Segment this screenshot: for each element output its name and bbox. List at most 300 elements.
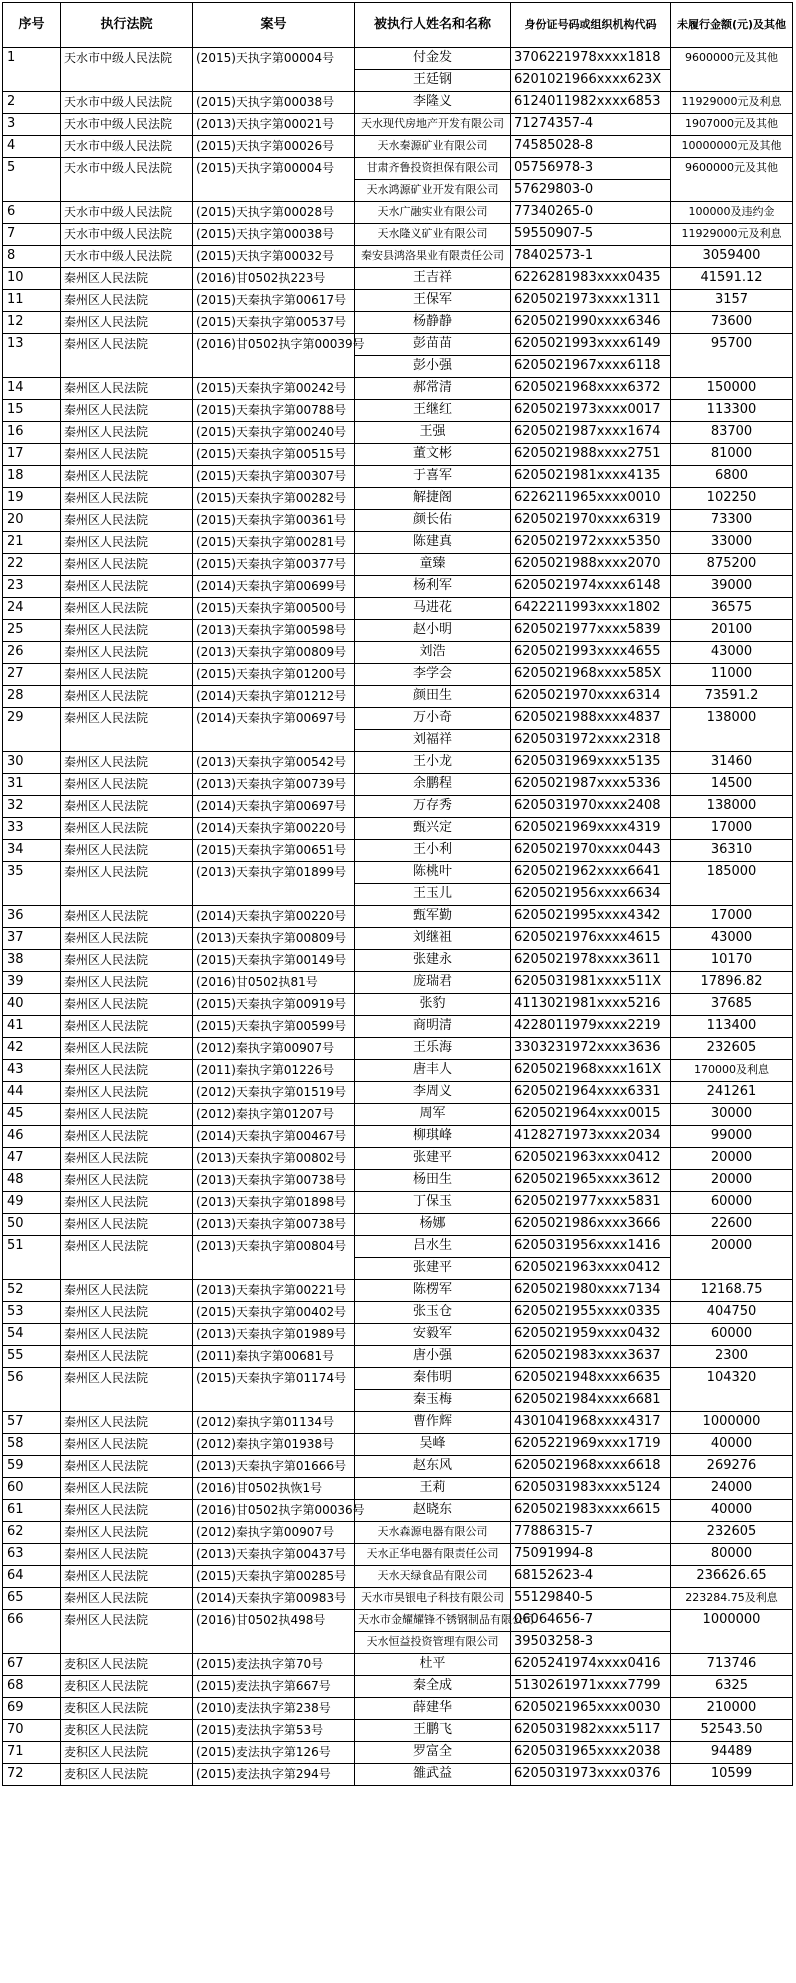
cell-court: 麦积区人民法院 <box>61 1742 193 1764</box>
cell-party-name: 张建永 <box>355 950 511 972</box>
cell-case: (2013)天秦执字第01666号 <box>193 1456 355 1478</box>
cell-case: (2013)天秦执字第00804号 <box>193 1236 355 1280</box>
table-row <box>3 1368 793 1390</box>
cell-amount: 80000 <box>671 1544 793 1566</box>
cell-court: 秦州区人民法院 <box>61 488 193 510</box>
cell-party-name: 刘浩 <box>355 642 511 664</box>
cell-party-id: 55129840-5 <box>511 1588 671 1610</box>
cell-amount: 39000 <box>671 576 793 598</box>
cell-seq: 31 <box>3 774 61 796</box>
cell-seq: 27 <box>3 664 61 686</box>
cell-court: 天水市中级人民法院 <box>61 92 193 114</box>
cell-party-id: 6205021968xxxx161X <box>511 1060 671 1082</box>
table-row <box>3 1544 793 1566</box>
cell-case: (2012)秦执字第01207号 <box>193 1104 355 1126</box>
cell-party-id: 6205031956xxxx1416 <box>511 1236 671 1258</box>
cell-seq: 8 <box>3 246 61 268</box>
cell-case: (2012)秦执字第01134号 <box>193 1412 355 1434</box>
cell-party-name: 丁保玉 <box>355 1192 511 1214</box>
cell-seq: 59 <box>3 1456 61 1478</box>
cell-party-name: 吕水生 <box>355 1236 511 1258</box>
cell-case: (2015)天秦执字第00285号 <box>193 1566 355 1588</box>
cell-seq: 6 <box>3 202 61 224</box>
table-row <box>3 840 793 862</box>
table-row <box>3 1324 793 1346</box>
cell-party-name: 万小奇 <box>355 708 511 730</box>
cell-seq: 12 <box>3 312 61 334</box>
cell-seq: 21 <box>3 532 61 554</box>
cell-amount: 22600 <box>671 1214 793 1236</box>
cell-party-id: 6205021988xxxx2070 <box>511 554 671 576</box>
cell-court: 秦州区人民法院 <box>61 972 193 994</box>
cell-party-id: 6205021963xxxx0412 <box>511 1258 671 1280</box>
cell-court: 秦州区人民法院 <box>61 510 193 532</box>
cell-case: (2015)天执字第00038号 <box>193 92 355 114</box>
cell-party-id: 6205031969xxxx5135 <box>511 752 671 774</box>
cell-party-name: 天水广融实业有限公司 <box>355 202 511 224</box>
cell-seq: 39 <box>3 972 61 994</box>
cell-party-id: 68152623-4 <box>511 1566 671 1588</box>
cell-seq: 69 <box>3 1698 61 1720</box>
cell-party-id: 75091994-8 <box>511 1544 671 1566</box>
cell-court: 秦州区人民法院 <box>61 774 193 796</box>
cell-court: 秦州区人民法院 <box>61 1566 193 1588</box>
cell-amount: 6800 <box>671 466 793 488</box>
cell-party-id: 6422211993xxxx1802 <box>511 598 671 620</box>
cell-party-id: 77340265-0 <box>511 202 671 224</box>
cell-amount: 99000 <box>671 1126 793 1148</box>
cell-party-id: 6205021970xxxx0443 <box>511 840 671 862</box>
cell-case: (2014)天秦执字第00467号 <box>193 1126 355 1148</box>
cell-party-id: 6205021980xxxx7134 <box>511 1280 671 1302</box>
cell-seq: 24 <box>3 598 61 620</box>
cell-party-name: 于喜军 <box>355 466 511 488</box>
cell-case: (2016)甘0502执字第00036号 <box>193 1500 355 1522</box>
cell-court: 秦州区人民法院 <box>61 1544 193 1566</box>
cell-court: 秦州区人民法院 <box>61 1016 193 1038</box>
cell-party-id: 6205021962xxxx6641 <box>511 862 671 884</box>
cell-court: 秦州区人民法院 <box>61 1324 193 1346</box>
cell-seq: 14 <box>3 378 61 400</box>
cell-amount: 83700 <box>671 422 793 444</box>
cell-party-id: 6205021986xxxx3666 <box>511 1214 671 1236</box>
cell-amount: 81000 <box>671 444 793 466</box>
table-row <box>3 1148 793 1170</box>
cell-party-name: 甄兴定 <box>355 818 511 840</box>
cell-party-id: 6205021968xxxx6618 <box>511 1456 671 1478</box>
cell-party-name: 天水隆义矿业有限公司 <box>355 224 511 246</box>
cell-amount: 43000 <box>671 642 793 664</box>
cell-case: (2013)天秦执字第00738号 <box>193 1214 355 1236</box>
cell-court: 秦州区人民法院 <box>61 906 193 928</box>
cell-amount: 210000 <box>671 1698 793 1720</box>
cell-amount: 36575 <box>671 598 793 620</box>
cell-amount: 40000 <box>671 1500 793 1522</box>
cell-amount: 113300 <box>671 400 793 422</box>
cell-party-name: 唐丰人 <box>355 1060 511 1082</box>
cell-court: 秦州区人民法院 <box>61 1170 193 1192</box>
table-row <box>3 862 793 884</box>
cell-court: 秦州区人民法院 <box>61 1302 193 1324</box>
cell-case: (2013)天秦执字第00221号 <box>193 1280 355 1302</box>
cell-case: (2015)天执字第00004号 <box>193 48 355 92</box>
cell-party-name: 王鹏飞 <box>355 1720 511 1742</box>
cell-amount: 11000 <box>671 664 793 686</box>
table-row <box>3 136 793 158</box>
cell-party-name: 郝常清 <box>355 378 511 400</box>
table-row <box>3 158 793 180</box>
cell-case: (2015)天执字第00004号 <box>193 158 355 202</box>
cell-amount: 1907000元及其他 <box>671 114 793 136</box>
table-row <box>3 1588 793 1610</box>
cell-party-id: 6205021984xxxx6681 <box>511 1390 671 1412</box>
cell-court: 秦州区人民法院 <box>61 928 193 950</box>
cell-amount: 1000000 <box>671 1610 793 1654</box>
cell-seq: 46 <box>3 1126 61 1148</box>
cell-party-id: 6205021977xxxx5831 <box>511 1192 671 1214</box>
cell-amount: 17000 <box>671 818 793 840</box>
cell-seq: 68 <box>3 1676 61 1698</box>
cell-party-id: 6201021966xxxx623X <box>511 70 671 92</box>
cell-seq: 28 <box>3 686 61 708</box>
cell-amount: 94489 <box>671 1742 793 1764</box>
cell-seq: 29 <box>3 708 61 752</box>
cell-court: 秦州区人民法院 <box>61 1104 193 1126</box>
cell-party-name: 柳琪峰 <box>355 1126 511 1148</box>
cell-seq: 64 <box>3 1566 61 1588</box>
cell-seq: 52 <box>3 1280 61 1302</box>
cell-party-name: 天水鸿源矿业开发有限公司 <box>355 180 511 202</box>
cell-amount: 236626.65 <box>671 1566 793 1588</box>
cell-seq: 33 <box>3 818 61 840</box>
cell-party-name: 王强 <box>355 422 511 444</box>
cell-court: 秦州区人民法院 <box>61 686 193 708</box>
table-row <box>3 1192 793 1214</box>
cell-party-name: 彭小强 <box>355 356 511 378</box>
cell-seq: 16 <box>3 422 61 444</box>
cell-case: (2015)天秦执字第00307号 <box>193 466 355 488</box>
table-row <box>3 334 793 356</box>
cell-party-id: 6205021965xxxx3612 <box>511 1170 671 1192</box>
table-row <box>3 466 793 488</box>
table-row <box>3 994 793 1016</box>
cell-party-id: 6205241974xxxx0416 <box>511 1654 671 1676</box>
cell-case: (2012)天秦执字第01519号 <box>193 1082 355 1104</box>
cell-case: (2015)天秦执字第01200号 <box>193 664 355 686</box>
cell-court: 秦州区人民法院 <box>61 312 193 334</box>
cell-court: 麦积区人民法院 <box>61 1764 193 1786</box>
cell-case: (2013)天秦执字第00542号 <box>193 752 355 774</box>
cell-party-name: 王乐海 <box>355 1038 511 1060</box>
table-row <box>3 1698 793 1720</box>
cell-party-name: 王吉祥 <box>355 268 511 290</box>
cell-court: 秦州区人民法院 <box>61 598 193 620</box>
cell-party-id: 6205021973xxxx0017 <box>511 400 671 422</box>
cell-amount: 138000 <box>671 796 793 818</box>
cell-amount: 20000 <box>671 1170 793 1192</box>
cell-party-name: 甘肃齐鲁投资担保有限公司 <box>355 158 511 180</box>
cell-party-name: 杨利军 <box>355 576 511 598</box>
cell-party-id: 6205021981xxxx4135 <box>511 466 671 488</box>
cell-case: (2016)甘0502执498号 <box>193 1610 355 1654</box>
cell-party-name: 秦玉梅 <box>355 1390 511 1412</box>
cell-case: (2013)天秦执字第01989号 <box>193 1324 355 1346</box>
cell-court: 秦州区人民法院 <box>61 1412 193 1434</box>
cell-seq: 71 <box>3 1742 61 1764</box>
table-row <box>3 92 793 114</box>
cell-party-id: 6205221969xxxx1719 <box>511 1434 671 1456</box>
cell-seq: 32 <box>3 796 61 818</box>
cell-amount: 138000 <box>671 708 793 752</box>
cell-case: (2013)天秦执字第01898号 <box>193 1192 355 1214</box>
cell-amount: 6325 <box>671 1676 793 1698</box>
cell-court: 秦州区人民法院 <box>61 818 193 840</box>
cell-seq: 11 <box>3 290 61 312</box>
cell-case: (2014)天秦执字第00697号 <box>193 796 355 818</box>
cell-party-name: 童臻 <box>355 554 511 576</box>
cell-amount: 40000 <box>671 1434 793 1456</box>
header-case: 案号 <box>193 3 355 48</box>
cell-party-id: 06064656-7 <box>511 1610 671 1632</box>
cell-party-id: 6226211965xxxx0010 <box>511 488 671 510</box>
cell-seq: 22 <box>3 554 61 576</box>
cell-party-id: 6205021990xxxx6346 <box>511 312 671 334</box>
cell-party-id: 6205021988xxxx4837 <box>511 708 671 730</box>
cell-amount: 14500 <box>671 774 793 796</box>
table-row <box>3 1500 793 1522</box>
cell-case: (2012)秦执字第00907号 <box>193 1522 355 1544</box>
cell-seq: 10 <box>3 268 61 290</box>
cell-party-name: 杜平 <box>355 1654 511 1676</box>
cell-case: (2011)秦执字第01226号 <box>193 1060 355 1082</box>
cell-court: 天水市中级人民法院 <box>61 246 193 268</box>
cell-amount: 43000 <box>671 928 793 950</box>
cell-party-name: 赵晓东 <box>355 1500 511 1522</box>
cell-party-id: 6205021967xxxx6118 <box>511 356 671 378</box>
cell-court: 秦州区人民法院 <box>61 1610 193 1654</box>
cell-seq: 66 <box>3 1610 61 1654</box>
cell-court: 秦州区人民法院 <box>61 1038 193 1060</box>
cell-party-id: 59550907-5 <box>511 224 671 246</box>
cell-party-id: 6205031973xxxx0376 <box>511 1764 671 1786</box>
cell-seq: 50 <box>3 1214 61 1236</box>
cell-party-name: 赵东风 <box>355 1456 511 1478</box>
cell-seq: 61 <box>3 1500 61 1522</box>
cell-court: 秦州区人民法院 <box>61 554 193 576</box>
cell-seq: 63 <box>3 1544 61 1566</box>
cell-party-id: 78402573-1 <box>511 246 671 268</box>
cell-amount: 30000 <box>671 1104 793 1126</box>
cell-court: 秦州区人民法院 <box>61 1500 193 1522</box>
table-row <box>3 1126 793 1148</box>
cell-seq: 36 <box>3 906 61 928</box>
cell-case: (2011)秦执字第00681号 <box>193 1346 355 1368</box>
table-row <box>3 1038 793 1060</box>
cell-amount: 875200 <box>671 554 793 576</box>
cell-party-id: 6205021993xxxx4655 <box>511 642 671 664</box>
cell-party-id: 6205021978xxxx3611 <box>511 950 671 972</box>
cell-party-name: 李学会 <box>355 664 511 686</box>
table-row <box>3 202 793 224</box>
cell-amount: 10170 <box>671 950 793 972</box>
table-row <box>3 1214 793 1236</box>
cell-court: 秦州区人民法院 <box>61 994 193 1016</box>
table-row <box>3 906 793 928</box>
cell-party-name: 天水恒益投资管理有限公司 <box>355 1632 511 1654</box>
cell-amount: 10000000元及其他 <box>671 136 793 158</box>
cell-amount: 232605 <box>671 1038 793 1060</box>
cell-court: 秦州区人民法院 <box>61 466 193 488</box>
cell-amount: 60000 <box>671 1192 793 1214</box>
cell-case: (2013)天秦执字第00802号 <box>193 1148 355 1170</box>
cell-amount: 12168.75 <box>671 1280 793 1302</box>
cell-party-name: 唐小强 <box>355 1346 511 1368</box>
cell-court: 秦州区人民法院 <box>61 1478 193 1500</box>
cell-party-id: 6205031982xxxx5117 <box>511 1720 671 1742</box>
cell-party-name: 曹作辉 <box>355 1412 511 1434</box>
cell-seq: 26 <box>3 642 61 664</box>
cell-case: (2014)天秦执字第00220号 <box>193 818 355 840</box>
cell-amount: 52543.50 <box>671 1720 793 1742</box>
cell-amount: 1000000 <box>671 1412 793 1434</box>
cell-amount: 223284.75及利息 <box>671 1588 793 1610</box>
cell-case: (2014)天秦执字第00220号 <box>193 906 355 928</box>
cell-party-id: 4113021981xxxx5216 <box>511 994 671 1016</box>
cell-amount: 41591.12 <box>671 268 793 290</box>
cell-party-name: 杨静静 <box>355 312 511 334</box>
cell-case: (2015)麦法执字第53号 <box>193 1720 355 1742</box>
cell-party-name: 颜田生 <box>355 686 511 708</box>
cell-case: (2015)天秦执字第00281号 <box>193 532 355 554</box>
table-row <box>3 48 793 70</box>
table-row <box>3 114 793 136</box>
table-row <box>3 246 793 268</box>
cell-court: 秦州区人民法院 <box>61 1060 193 1082</box>
cell-amount: 3157 <box>671 290 793 312</box>
cell-case: (2016)甘0502执字第00039号 <box>193 334 355 378</box>
cell-party-name: 天水天绿食品有限公司 <box>355 1566 511 1588</box>
cell-party-id: 6205021972xxxx5350 <box>511 532 671 554</box>
cell-court: 秦州区人民法院 <box>61 1346 193 1368</box>
table-row <box>3 1104 793 1126</box>
cell-party-name: 万存秀 <box>355 796 511 818</box>
cell-court: 秦州区人民法院 <box>61 290 193 312</box>
cell-party-name: 王小利 <box>355 840 511 862</box>
cell-party-id: 3303231972xxxx3636 <box>511 1038 671 1060</box>
table-row <box>3 422 793 444</box>
header-name: 被执行人姓名和名称 <box>355 3 511 48</box>
table-row <box>3 224 793 246</box>
table-row <box>3 708 793 730</box>
cell-case: (2013)天秦执字第01899号 <box>193 862 355 906</box>
cell-amount: 713746 <box>671 1654 793 1676</box>
table-row <box>3 400 793 422</box>
cell-seq: 43 <box>3 1060 61 1082</box>
cell-party-id: 6205021968xxxx585X <box>511 664 671 686</box>
cell-case: (2015)天秦执字第00149号 <box>193 950 355 972</box>
cell-party-id: 6205021976xxxx4615 <box>511 928 671 950</box>
cell-amount: 37685 <box>671 994 793 1016</box>
cell-party-id: 6205021987xxxx5336 <box>511 774 671 796</box>
table-row <box>3 1654 793 1676</box>
cell-amount: 31460 <box>671 752 793 774</box>
table-row <box>3 1522 793 1544</box>
cell-seq: 13 <box>3 334 61 378</box>
cell-court: 天水市中级人民法院 <box>61 158 193 202</box>
cell-seq: 7 <box>3 224 61 246</box>
cell-party-id: 39503258-3 <box>511 1632 671 1654</box>
enforcement-table <box>2 2 793 1786</box>
cell-party-name: 董文彬 <box>355 444 511 466</box>
cell-case: (2015)天秦执字第00919号 <box>193 994 355 1016</box>
cell-case: (2014)天秦执字第00983号 <box>193 1588 355 1610</box>
cell-party-id: 6205021983xxxx3637 <box>511 1346 671 1368</box>
cell-party-id: 6226281983xxxx0435 <box>511 268 671 290</box>
cell-amount: 3059400 <box>671 246 793 268</box>
cell-party-name: 刘继祖 <box>355 928 511 950</box>
header-amount: 未履行金额(元)及其他 <box>671 3 793 48</box>
cell-seq: 35 <box>3 862 61 906</box>
cell-party-id: 77886315-7 <box>511 1522 671 1544</box>
cell-party-name: 张豹 <box>355 994 511 1016</box>
cell-party-id: 6205021959xxxx0432 <box>511 1324 671 1346</box>
table-row <box>3 444 793 466</box>
cell-court: 天水市中级人民法院 <box>61 114 193 136</box>
cell-party-id: 05756978-3 <box>511 158 671 180</box>
cell-amount: 17896.82 <box>671 972 793 994</box>
table-row <box>3 1060 793 1082</box>
cell-seq: 38 <box>3 950 61 972</box>
cell-court: 秦州区人民法院 <box>61 444 193 466</box>
cell-amount: 10599 <box>671 1764 793 1786</box>
cell-seq: 37 <box>3 928 61 950</box>
cell-party-name: 李隆义 <box>355 92 511 114</box>
cell-case: (2015)天秦执字第01174号 <box>193 1368 355 1412</box>
cell-seq: 2 <box>3 92 61 114</box>
cell-case: (2016)甘0502执223号 <box>193 268 355 290</box>
cell-amount: 170000及利息 <box>671 1060 793 1082</box>
cell-party-id: 6205021964xxxx6331 <box>511 1082 671 1104</box>
cell-amount: 24000 <box>671 1478 793 1500</box>
cell-court: 秦州区人民法院 <box>61 576 193 598</box>
cell-seq: 47 <box>3 1148 61 1170</box>
cell-party-name: 张建平 <box>355 1258 511 1280</box>
table-row <box>3 1566 793 1588</box>
cell-court: 秦州区人民法院 <box>61 1368 193 1412</box>
cell-party-id: 4228011979xxxx2219 <box>511 1016 671 1038</box>
table-row <box>3 1170 793 1192</box>
table-row <box>3 1676 793 1698</box>
cell-court: 秦州区人民法院 <box>61 620 193 642</box>
cell-seq: 67 <box>3 1654 61 1676</box>
cell-party-name: 周军 <box>355 1104 511 1126</box>
cell-seq: 65 <box>3 1588 61 1610</box>
cell-court: 秦州区人民法院 <box>61 1280 193 1302</box>
cell-amount: 17000 <box>671 906 793 928</box>
cell-court: 秦州区人民法院 <box>61 1082 193 1104</box>
cell-seq: 1 <box>3 48 61 92</box>
header-seq: 序号 <box>3 3 61 48</box>
cell-amount: 11929000元及利息 <box>671 92 793 114</box>
cell-court: 天水市中级人民法院 <box>61 224 193 246</box>
cell-party-name: 王玉儿 <box>355 884 511 906</box>
table-row <box>3 818 793 840</box>
header-court: 执行法院 <box>61 3 193 48</box>
table-row <box>3 686 793 708</box>
cell-seq: 45 <box>3 1104 61 1126</box>
cell-party-id: 6205021977xxxx5839 <box>511 620 671 642</box>
cell-amount: 73591.2 <box>671 686 793 708</box>
